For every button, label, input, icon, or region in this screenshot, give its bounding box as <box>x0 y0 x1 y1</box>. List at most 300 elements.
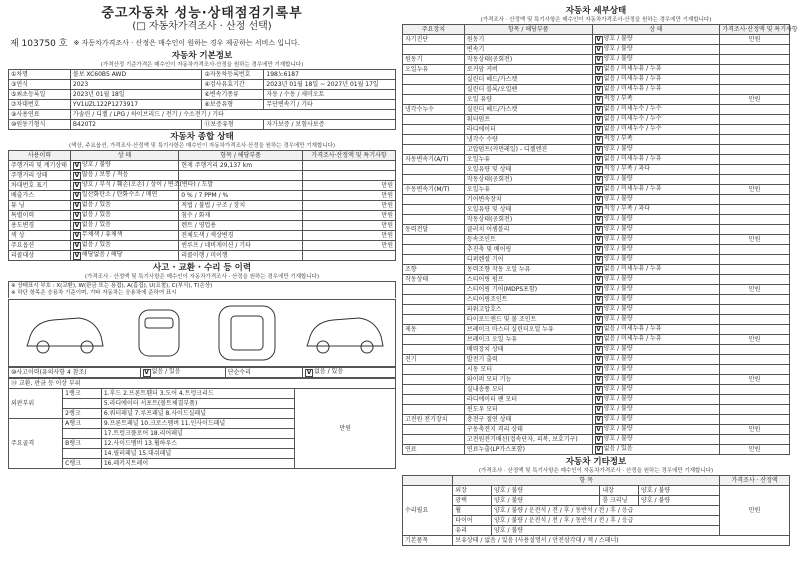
detail-state[interactable]: V 없음 / 미세누유 / 누유 <box>592 155 720 165</box>
accident-history-value[interactable]: V 없음 / 있음 <box>140 368 225 378</box>
detail-state[interactable]: V 없음 / 미세누수 / 누수 <box>592 125 720 135</box>
detail-group <box>403 195 465 205</box>
summary-state[interactable]: V 없음 / 있음 <box>70 201 178 211</box>
accident-note: (가격조사 · 산정액 및 특기사항은 매수인이 자동차가격조사 · 산정을 원하는 경우에만 기재합니다) <box>84 274 320 280</box>
detail-group: 원동기 <box>403 55 465 65</box>
detail-row <box>403 195 790 205</box>
detail-group: 조향 <box>403 265 465 275</box>
basic-table <box>8 69 396 130</box>
detail-item: 실린더 헤드/가스켓 <box>464 75 592 85</box>
basic-value[interactable]: 2023년 01월 18일 <box>70 90 202 100</box>
summary-state[interactable]: V 양호 / 불량 <box>70 161 178 171</box>
detail-price <box>720 435 790 445</box>
detail-state[interactable]: V 양호 / 불량 <box>592 415 720 425</box>
rankA2-parts: 17.트렁크플로어 18.리어패널 <box>101 429 295 439</box>
detail-row <box>403 175 790 185</box>
detail-state[interactable]: V 양호 / 불량 <box>592 345 720 355</box>
basic-row <box>9 100 396 110</box>
summary-table <box>8 150 396 261</box>
detail-row <box>403 85 790 95</box>
detail-group <box>403 255 465 265</box>
detail-price <box>720 265 790 275</box>
basic-value[interactable]: 가솔린 / 디젤 / LPG / 하이브리드 / 전기 / 수소전기 / 기타 <box>70 110 395 120</box>
detail-group <box>403 85 465 95</box>
detail-state[interactable]: V 양호 / 불량 <box>592 175 720 185</box>
checkbox-icon <box>595 376 603 384</box>
detail-group <box>403 365 465 375</box>
detail-group <box>403 405 465 415</box>
detail-row <box>403 435 790 445</box>
detail-state[interactable]: V 없음 / 미세누유 / 누유 <box>592 325 720 335</box>
detail-item: 작동상태(공회전) <box>464 175 592 185</box>
detail-price <box>720 205 790 215</box>
basic-value[interactable]: 볼보 XC60B5 AWD <box>70 70 202 80</box>
checkbox-icon <box>595 266 603 274</box>
checkbox-icon <box>595 216 603 224</box>
detail-item: 실린더 블록/오일팬 <box>464 85 592 95</box>
detail-col-item: 항목 / 해당부품 <box>464 25 592 35</box>
detail-group <box>403 385 465 395</box>
basic-row <box>9 120 396 130</box>
detail-state[interactable]: V 양호 / 불량 <box>592 195 720 205</box>
detail-group <box>403 205 465 215</box>
detail-group <box>403 75 465 85</box>
detail-row <box>403 265 790 275</box>
summary-price: 만원 <box>303 211 396 221</box>
checkbox-icon <box>595 296 603 304</box>
checkbox-icon <box>595 156 603 164</box>
detail-price <box>720 305 790 315</box>
simple-repair-value[interactable]: V 없음 / 있음 <box>303 368 396 378</box>
detail-state[interactable]: V 양호 / 불량 <box>592 275 720 285</box>
basic-items-row <box>403 536 790 546</box>
checkbox-icon <box>595 446 603 454</box>
detail-state[interactable]: V 없음 / 미세누유 / 누유 <box>592 185 720 195</box>
checkbox-icon <box>73 232 81 240</box>
detail-state[interactable]: V 양호 / 불량 <box>592 285 720 295</box>
detail-row <box>403 405 790 415</box>
detail-group <box>403 375 465 385</box>
detail-group <box>403 305 465 315</box>
detail-item: 충전구 절연 상태 <box>464 415 592 425</box>
summary-row <box>9 211 396 221</box>
detail-row <box>403 65 790 75</box>
detail-item: 파워고압호스 <box>464 305 592 315</box>
checkbox-icon <box>595 86 603 94</box>
detail-price <box>720 85 790 95</box>
detail-item: 스티어링 펌프 <box>464 275 592 285</box>
detail-state[interactable]: V 적정 / 부족 <box>592 135 720 145</box>
checkbox-icon <box>305 369 313 377</box>
detail-item: 고전원전기배선(접속단자, 피복, 보호기구) <box>464 435 592 445</box>
detail-row <box>403 395 790 405</box>
detail-price <box>720 395 790 405</box>
summary-col-item: 항목 / 해당부품 <box>179 151 303 161</box>
rankB-parts: 12.사이드멤버 13.휠하우스 <box>101 439 295 449</box>
detail-item: 냉각수 수량 <box>464 135 592 145</box>
detail-group <box>403 235 465 245</box>
parts-table <box>8 378 396 469</box>
detail-price <box>720 155 790 165</box>
checkbox-icon <box>595 276 603 284</box>
summary-label: 튜 닝 <box>9 201 71 211</box>
basic-heading: 자동차 기본정보 <box>171 51 233 61</box>
other-state-a[interactable]: 양호 / 불량 <box>491 486 599 496</box>
detail-row <box>403 325 790 335</box>
summary-detail: 현재 주행거리 29,137 km <box>179 161 303 171</box>
basic-value-2[interactable]: 무단변속기 / 기타 <box>264 100 396 110</box>
checkbox-icon <box>595 186 603 194</box>
other-note: (가격조사 · 산정액 및 특기사항은 매수인이 자동차가격조사 · 산정을 원하는 경우에만 기재합니다) <box>478 468 714 474</box>
detail-state[interactable]: V 양호 / 불량 <box>592 425 720 435</box>
checkbox-icon <box>73 202 81 210</box>
detail-group <box>403 345 465 355</box>
summary-state[interactable]: V 무채색 / 유채색 <box>70 231 178 241</box>
checkbox-icon <box>595 246 603 254</box>
detail-item: 타이로드엔드 및 볼 조인트 <box>464 315 592 325</box>
detail-row <box>403 285 790 295</box>
summary-state[interactable]: V 일산화탄소 / 탄화수소 / 매연 <box>70 191 178 201</box>
detail-group: 제동 <box>403 325 465 335</box>
detail-col-price: 가격조사·산정액 및 특기사항 <box>720 25 790 35</box>
checkbox-icon <box>73 222 81 230</box>
detail-row <box>403 305 790 315</box>
detail-group <box>403 315 465 325</box>
detail-price <box>720 75 790 85</box>
checkbox-icon <box>595 436 603 444</box>
checkbox-icon <box>595 66 603 74</box>
detail-price <box>720 225 790 235</box>
detail-price: 만원 <box>720 35 790 45</box>
detail-group: 오일누유 <box>403 65 465 75</box>
detail-state[interactable]: V 없음 / 미세누유 / 누유 <box>592 265 720 275</box>
detail-group <box>403 285 465 295</box>
checkbox-icon <box>595 406 603 414</box>
detail-price <box>720 215 790 225</box>
checkbox-icon <box>143 369 151 377</box>
checkbox-icon <box>73 182 81 190</box>
simple-repair-label: 단순수리 <box>225 368 302 378</box>
summary-row <box>9 171 396 181</box>
detail-group <box>403 135 465 145</box>
detail-price <box>720 405 790 415</box>
checkbox-icon <box>595 176 603 184</box>
other-state-a[interactable]: 양호 / 불량 / 운전석 / 전 / 후 / 동반석 / 전 / 후 / 응급 <box>491 506 719 516</box>
detail-price <box>720 245 790 255</box>
checkbox-icon <box>595 116 603 124</box>
summary-detail <box>179 171 303 181</box>
rank1-parts: 1.후드 2.프론트휀더 3.도어 4.트렁크리드 <box>101 389 295 399</box>
detail-price <box>720 165 790 175</box>
basic-items-value[interactable]: 보유상태 / 없음 / 있음 (사용설명서 / 안전삼각대 / 잭 / 스패너) <box>453 536 790 546</box>
detail-state[interactable]: V 양호 / 불량 <box>592 435 720 445</box>
detail-row <box>403 295 790 305</box>
detail-row <box>403 245 790 255</box>
checkbox-icon <box>595 96 603 104</box>
summary-price <box>303 161 396 171</box>
summary-price <box>303 171 396 181</box>
detail-item: 고압펌프(커먼레일) - 디젤엔진 <box>464 145 592 155</box>
detail-item: 연료누출(LP가스포함) <box>464 445 592 455</box>
basic-label: ⑤최초등록일 <box>9 90 71 100</box>
detail-group: 연료 <box>403 445 465 455</box>
detail-state[interactable]: V 양호 / 불량 <box>592 235 720 245</box>
checkbox-icon <box>595 416 603 424</box>
summary-detail: 썬루프 / 네비게이션 / 기타 <box>179 241 303 251</box>
summary-detail: 렌트 / 영업용 <box>179 221 303 231</box>
detail-group <box>403 45 465 55</box>
basic-value-2[interactable]: 2023년 01월 18일 ~ 2027년 01월 17일 <box>264 80 396 90</box>
detail-state[interactable]: V 적정 / 부족 <box>592 95 720 105</box>
checkbox-icon <box>73 212 81 220</box>
detail-state[interactable]: V 양호 / 불량 <box>592 45 720 55</box>
summary-row <box>9 201 396 211</box>
detail-state[interactable]: V 양호 / 불량 <box>592 35 720 45</box>
detail-item: 작동상태(공회전) <box>464 55 592 65</box>
summary-heading: 자동차 종합 상태 <box>170 132 234 142</box>
detail-price <box>720 315 790 325</box>
accident-heading: 사고 · 교환 · 수리 등 이력 <box>152 263 252 273</box>
car-outline-diagram <box>9 300 395 364</box>
summary-label: 색 상 <box>9 231 71 241</box>
basic-label: ⑦차대번호 <box>9 100 71 110</box>
basic-label: ⑩원동기형식 <box>9 120 71 130</box>
checkbox-icon <box>595 106 603 114</box>
summary-row <box>9 181 396 191</box>
detail-group <box>403 435 465 445</box>
detail-item: 로커암 커버 <box>464 65 592 75</box>
parts-price: 만원 <box>295 389 396 469</box>
detail-row <box>403 225 790 235</box>
basic-label-2: ④검사유효기간 <box>202 80 264 90</box>
detail-state[interactable]: V 양호 / 불량 <box>592 245 720 255</box>
summary-price: 만원 <box>303 231 396 241</box>
detail-row <box>403 335 790 345</box>
main-frame-label: 주요골격 <box>9 419 63 469</box>
detail-state[interactable]: V 양호 / 불량 <box>592 225 720 235</box>
detail-item: 기어변속장치 <box>464 195 592 205</box>
other-state-a[interactable]: 양호 / 불량 / 운전석 / 전 / 후 / 동반석 / 전 / 후 / 응급 <box>491 516 719 526</box>
detail-item: 스티어링 기어(MDPS포함) <box>464 285 592 295</box>
checkbox-icon <box>595 56 603 64</box>
detail-state[interactable]: V 없음 / 미세누유 / 누유 <box>592 85 720 95</box>
checkbox-icon <box>73 242 81 250</box>
detail-item: 윈도우 모터 <box>464 405 592 415</box>
rank1b-label <box>63 399 102 409</box>
detail-item: 오일 유량 <box>464 95 592 105</box>
detail-state[interactable]: V 없음 / 미세누유 / 누유 <box>592 65 720 75</box>
checkbox-icon <box>595 326 603 334</box>
detail-state[interactable]: V 양호 / 불량 <box>592 215 720 225</box>
rankB2-parts: 14.필러패널 15.대쉬패널 <box>101 449 295 459</box>
detail-group <box>403 395 465 405</box>
other-item-a: 유리 <box>453 526 492 536</box>
summary-label: 리콜대상 <box>9 251 71 261</box>
detail-price <box>720 295 790 305</box>
detail-group <box>403 125 465 135</box>
detail-row <box>403 35 790 45</box>
other-state-a[interactable]: 양호 / 불량 <box>491 496 599 506</box>
detail-item: 구동축전지 격리 상태 <box>464 425 592 435</box>
checkbox-icon <box>595 146 603 154</box>
detail-state[interactable]: V 없음 / 미세누유 / 누유 <box>592 75 720 85</box>
detail-item: 라디에이터 <box>464 125 592 135</box>
detail-row <box>403 75 790 85</box>
detail-state[interactable]: V 없음 / 있음 <box>592 445 720 455</box>
other-heading: 자동차 기타정보 <box>565 457 627 467</box>
other-item-a: 휠 <box>453 506 492 516</box>
checkbox-icon <box>73 162 81 170</box>
detail-item: 오일유량 및 상태 <box>464 165 592 175</box>
detail-state[interactable]: V 양호 / 불량 <box>592 395 720 405</box>
other-table <box>402 475 790 546</box>
basic-row <box>9 110 396 120</box>
summary-detail: 리콜이행 / 미이행 <box>179 251 303 261</box>
detail-col-state: 상 태 <box>592 25 720 35</box>
detail-item: 브레이크 오일 누유 <box>464 335 592 345</box>
other-state-b[interactable]: 양호 / 불량 <box>639 486 720 496</box>
detail-item: 원동기 <box>464 35 592 45</box>
basic-label: ③연식 <box>9 80 71 90</box>
detail-state[interactable]: V 양호 / 불량 <box>592 355 720 365</box>
detail-price <box>720 325 790 335</box>
detail-table <box>402 24 798 455</box>
detail-row <box>403 55 790 65</box>
summary-price: 만원 <box>303 221 396 231</box>
detail-group: 냉각수누수 <box>403 105 465 115</box>
detail-row <box>403 145 790 155</box>
detail-item: 등속조인트 <box>464 235 592 245</box>
detail-group <box>403 165 465 175</box>
summary-label: 배출가스 <box>9 191 71 201</box>
basic-row <box>9 80 396 90</box>
summary-label: 주요옵션 <box>9 241 71 251</box>
summary-state[interactable]: V 없음 / 있음 <box>70 241 178 251</box>
passenger-car-legend: ※ 하단 항목은 승용차 기준이며, 기타 자동차는 승용차에 준하여 표시 <box>11 290 177 296</box>
summary-state[interactable]: V 많음 / 보통 / 적음 <box>70 171 178 181</box>
detail-state[interactable]: V 없음 / 미세누수 / 누수 <box>592 115 720 125</box>
other-item-a: 광택 <box>453 496 492 506</box>
detail-group <box>403 335 465 345</box>
detail-price <box>720 115 790 125</box>
detail-state[interactable]: V 양호 / 불량 <box>592 385 720 395</box>
detail-state[interactable]: V 양호 / 불량 <box>592 305 720 315</box>
detail-state[interactable]: V 양호 / 불량 <box>592 365 720 375</box>
other-col-price: 가격조사 · 산정액 <box>720 476 790 486</box>
summary-row <box>9 221 396 231</box>
checkbox-icon <box>595 166 603 174</box>
detail-item: 오일누유 <box>464 185 592 195</box>
detail-row <box>403 275 790 285</box>
detail-state[interactable]: V 없음 / 미세누유 / 누유 <box>592 335 720 345</box>
detail-state[interactable]: V 양호 / 불량 <box>592 255 720 265</box>
summary-row <box>9 191 396 201</box>
detail-price <box>720 275 790 285</box>
detail-state[interactable]: V 양호 / 불량 <box>592 375 720 385</box>
detail-item: 작동상태(공회전) <box>464 215 592 225</box>
basic-row <box>9 70 396 80</box>
detail-row <box>403 255 790 265</box>
rankA-label: A랭크 <box>63 419 102 429</box>
detail-state[interactable]: V 없음 / 미세누수 / 누수 <box>592 105 720 115</box>
summary-price: 만원 <box>303 181 396 191</box>
detail-row <box>403 115 790 125</box>
basic-value-2[interactable]: 자가보증 / 보험사보증 <box>264 120 396 130</box>
detail-state[interactable]: V 양호 / 불량 <box>592 295 720 305</box>
other-state-b[interactable]: 양호 / 불량 <box>639 496 720 506</box>
basic-note: (가격산정 기준가격은 매수인이 자동차가격조사·산정을 원하는 경우에만 기재합니다) <box>100 62 304 68</box>
basic-label-2: ⑪보증유형 <box>202 120 264 130</box>
status-symbol-legend: ※ 상태표시 부호 : X(교환), W(판금 또는 용접), A(흠집), U(요철), C(부식), T(손상) <box>11 283 213 289</box>
checkbox-icon <box>595 236 603 244</box>
detail-group <box>403 245 465 255</box>
detail-item: 와이퍼 모터 기능 <box>464 375 592 385</box>
detail-row <box>403 235 790 245</box>
detail-state[interactable]: V 양호 / 불량 <box>592 145 720 155</box>
detail-state[interactable]: V 적정 / 부족 / 과다 <box>592 165 720 175</box>
summary-col-use: 사용이력 <box>9 151 71 161</box>
basic-value[interactable]: B420T2 <box>70 120 202 130</box>
detail-price <box>720 415 790 425</box>
doc-title: 중고자동차 성능·상태점검기록부 <box>101 6 303 21</box>
basic-value[interactable]: 2023 <box>70 80 202 90</box>
detail-state[interactable]: V 적정 / 부족 / 과다 <box>592 205 720 215</box>
detail-row <box>403 185 790 195</box>
detail-price <box>720 45 790 55</box>
summary-price <box>303 251 396 261</box>
summary-state[interactable]: V 해당없음 / 해당 <box>70 251 178 261</box>
other-item-b: 룸 크리닝 <box>600 496 639 506</box>
summary-label: 용도변경 <box>9 221 71 231</box>
rankC-parts: 16.패키지트레이 <box>101 459 295 469</box>
detail-row <box>403 445 790 455</box>
detail-row <box>403 365 790 375</box>
rank1b-parts: 5.라디에이터 서포트(볼트체결부품) <box>101 399 295 409</box>
detail-state[interactable]: V 양호 / 불량 <box>592 55 720 65</box>
detail-heading: 자동차 세부상태 <box>565 6 627 16</box>
detail-state[interactable]: V 양호 / 불량 <box>592 405 720 415</box>
checkbox-icon <box>595 226 603 234</box>
detail-group: 고전원 전기장치 <box>403 415 465 425</box>
detail-price <box>720 195 790 205</box>
other-state-a[interactable]: 양호 / 불량 <box>491 526 719 536</box>
summary-state[interactable]: V 양호 / 부식 / 훼손(오손) / 상이 / 변조(변타) / 도말 <box>70 181 178 191</box>
checkbox-icon <box>595 206 603 214</box>
detail-row <box>403 375 790 385</box>
detail-group: 자기진단 <box>403 35 465 45</box>
basic-value[interactable]: YV1UZL122P1273917 <box>70 100 202 110</box>
summary-state[interactable]: V 없음 / 있음 <box>70 211 178 221</box>
detail-state[interactable]: V 양호 / 불량 <box>592 315 720 325</box>
detail-row <box>403 215 790 225</box>
detail-row <box>403 205 790 215</box>
detail-row <box>403 135 790 145</box>
checkbox-icon <box>595 136 603 144</box>
detail-group <box>403 145 465 155</box>
other-row <box>403 486 790 496</box>
rank2-label: 2랭크 <box>63 409 102 419</box>
summary-state[interactable]: V 없음 / 있음 <box>70 221 178 231</box>
checkbox-icon <box>595 46 603 54</box>
detail-price <box>720 55 790 65</box>
basic-value-2[interactable]: 자동 / 수동 / 세미오토 <box>264 90 396 100</box>
checkbox-icon <box>595 386 603 394</box>
basic-value-2[interactable]: 198노6187 <box>264 70 396 80</box>
detail-col-main: 주요장치 <box>403 25 465 35</box>
detail-item: 동력조향 작동 오일 누유 <box>464 265 592 275</box>
detail-row <box>403 385 790 395</box>
basic-label-2: ⑥변속기종류 <box>202 90 264 100</box>
